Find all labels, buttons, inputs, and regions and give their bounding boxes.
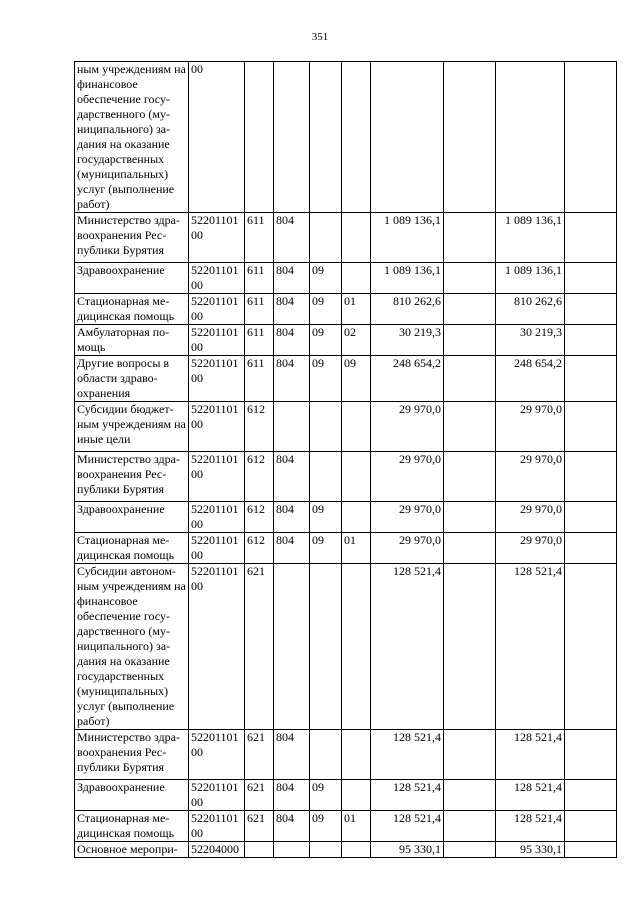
cell-name: Стационарная ме-дицинская помощь <box>75 294 189 325</box>
cell-expense-type: 611 <box>245 263 274 294</box>
cell-amount-3: 30 219,3 <box>496 325 565 356</box>
cell-amount-2 <box>444 402 496 452</box>
cell-amount-4 <box>565 62 617 213</box>
cell-amount-3: 1 089 136,1 <box>496 263 565 294</box>
cell-subsection <box>342 452 371 502</box>
cell-amount-2 <box>444 780 496 811</box>
table-row <box>75 213 617 263</box>
cell-amount-2 <box>444 294 496 325</box>
table-row <box>75 811 617 842</box>
cell-expense-type <box>245 842 274 858</box>
cell-ministry: 804 <box>274 325 310 356</box>
cell-ministry: 804 <box>274 780 310 811</box>
cell-subsection <box>342 62 371 213</box>
cell-amount-4 <box>565 730 617 780</box>
cell-section: 09 <box>310 356 342 402</box>
cell-target-code: 5220110100 <box>189 730 245 780</box>
cell-amount-2 <box>444 730 496 780</box>
cell-amount-2 <box>444 452 496 502</box>
cell-subsection: 01 <box>342 533 371 564</box>
cell-target-code: 5220110100 <box>189 502 245 533</box>
cell-amount-3: 128 521,4 <box>496 780 565 811</box>
cell-expense-type: 612 <box>245 402 274 452</box>
cell-ministry <box>274 62 310 213</box>
cell-amount-1: 29 970,0 <box>371 502 444 533</box>
cell-name: Министерство здра-воохранения Рес-публики Бурятия <box>75 730 189 780</box>
cell-amount-1: 128 521,4 <box>371 811 444 842</box>
cell-ministry <box>274 564 310 730</box>
cell-ministry: 804 <box>274 263 310 294</box>
cell-subsection <box>342 842 371 858</box>
cell-amount-1: 128 521,4 <box>371 730 444 780</box>
cell-amount-1: 248 654,2 <box>371 356 444 402</box>
cell-amount-1: 1 089 136,1 <box>371 263 444 294</box>
table-body <box>75 62 617 858</box>
cell-name: Здравоохранение <box>75 263 189 294</box>
cell-name: Амбулаторная по-мощь <box>75 325 189 356</box>
cell-amount-3: 29 970,0 <box>496 502 565 533</box>
cell-name: Субсидии бюджет-ным учреждениям на иные цели <box>75 402 189 452</box>
cell-expense-type: 611 <box>245 294 274 325</box>
cell-amount-3: 248 654,2 <box>496 356 565 402</box>
cell-expense-type: 621 <box>245 811 274 842</box>
cell-amount-4 <box>565 294 617 325</box>
cell-subsection <box>342 730 371 780</box>
cell-expense-type <box>245 62 274 213</box>
cell-amount-2 <box>444 811 496 842</box>
cell-section <box>310 730 342 780</box>
table-row <box>75 842 617 858</box>
cell-target-code: 00 <box>189 62 245 213</box>
cell-amount-4 <box>565 564 617 730</box>
cell-section: 09 <box>310 811 342 842</box>
cell-section <box>310 842 342 858</box>
cell-amount-2 <box>444 213 496 263</box>
cell-name: Министерство здра-воохранения Рес-публики Бурятия <box>75 213 189 263</box>
cell-amount-3: 1 089 136,1 <box>496 213 565 263</box>
cell-amount-3: 128 521,4 <box>496 564 565 730</box>
cell-amount-1: 1 089 136,1 <box>371 213 444 263</box>
cell-target-code: 5220110100 <box>189 294 245 325</box>
cell-name: Здравоохранение <box>75 502 189 533</box>
cell-subsection: 01 <box>342 294 371 325</box>
cell-expense-type: 611 <box>245 325 274 356</box>
cell-amount-1: 95 330,1 <box>371 842 444 858</box>
cell-amount-4 <box>565 533 617 564</box>
cell-subsection <box>342 564 371 730</box>
cell-subsection <box>342 780 371 811</box>
cell-amount-1: 29 970,0 <box>371 402 444 452</box>
cell-amount-4 <box>565 402 617 452</box>
cell-target-code: 5220110100 <box>189 402 245 452</box>
cell-ministry: 804 <box>274 533 310 564</box>
cell-amount-2 <box>444 842 496 858</box>
page-number: 351 <box>311 31 329 43</box>
cell-subsection <box>342 263 371 294</box>
cell-name: Субсидии автоном-ным учреждениям на финансовое обеспечение госу-дарственного (му-ниципального) за-дания на оказание государственных (муниципальных) услуг (выполнение работ) <box>75 564 189 730</box>
cell-target-code: 5220110100 <box>189 452 245 502</box>
cell-amount-4 <box>565 811 617 842</box>
cell-amount-2 <box>444 356 496 402</box>
table-row <box>75 502 617 533</box>
cell-ministry: 804 <box>274 502 310 533</box>
cell-amount-4 <box>565 452 617 502</box>
table-row <box>75 356 617 402</box>
cell-amount-3: 29 970,0 <box>496 402 565 452</box>
cell-amount-2 <box>444 502 496 533</box>
cell-subsection: 01 <box>342 811 371 842</box>
cell-amount-2 <box>444 325 496 356</box>
cell-name: Стационарная ме-дицинская помощь <box>75 811 189 842</box>
table-row <box>75 730 617 780</box>
cell-amount-3 <box>496 62 565 213</box>
cell-target-code: 52204000 <box>189 842 245 858</box>
cell-target-code: 5220110100 <box>189 213 245 263</box>
table-row <box>75 62 617 213</box>
cell-expense-type: 611 <box>245 356 274 402</box>
cell-target-code: 5220110100 <box>189 811 245 842</box>
cell-target-code: 5220110100 <box>189 325 245 356</box>
budget-table <box>74 61 617 858</box>
cell-name: Министерство здра-воохранения Рес-публики Бурятия <box>75 452 189 502</box>
cell-subsection: 02 <box>342 325 371 356</box>
cell-section: 09 <box>310 263 342 294</box>
cell-amount-2 <box>444 533 496 564</box>
cell-amount-1: 128 521,4 <box>371 564 444 730</box>
cell-target-code: 5220110100 <box>189 564 245 730</box>
cell-amount-3: 29 970,0 <box>496 533 565 564</box>
cell-amount-4 <box>565 356 617 402</box>
cell-target-code: 5220110100 <box>189 780 245 811</box>
cell-section: 09 <box>310 325 342 356</box>
cell-amount-4 <box>565 325 617 356</box>
cell-amount-3: 95 330,1 <box>496 842 565 858</box>
cell-section: 09 <box>310 533 342 564</box>
cell-section: 09 <box>310 294 342 325</box>
cell-section <box>310 402 342 452</box>
cell-amount-1: 810 262,6 <box>371 294 444 325</box>
cell-section: 09 <box>310 502 342 533</box>
cell-amount-2 <box>444 263 496 294</box>
cell-amount-1: 29 970,0 <box>371 533 444 564</box>
cell-expense-type: 612 <box>245 502 274 533</box>
cell-subsection <box>342 502 371 533</box>
table-row <box>75 780 617 811</box>
table-row <box>75 533 617 564</box>
cell-expense-type: 612 <box>245 452 274 502</box>
cell-ministry: 804 <box>274 452 310 502</box>
cell-name: ным учреждениям на финансовое обеспечение госу-дарственного (му-ниципального) за-дания на оказание государственных (муниципальных) услуг (выполнение работ) <box>75 62 189 213</box>
table-row <box>75 564 617 730</box>
cell-section <box>310 213 342 263</box>
cell-amount-3: 128 521,4 <box>496 730 565 780</box>
cell-target-code: 5220110100 <box>189 533 245 564</box>
cell-ministry: 804 <box>274 356 310 402</box>
cell-amount-1: 29 970,0 <box>371 452 444 502</box>
cell-amount-4 <box>565 263 617 294</box>
cell-ministry <box>274 842 310 858</box>
cell-ministry: 804 <box>274 213 310 263</box>
cell-amount-1 <box>371 62 444 213</box>
cell-ministry: 804 <box>274 811 310 842</box>
cell-amount-3: 810 262,6 <box>496 294 565 325</box>
table-row <box>75 325 617 356</box>
cell-amount-4 <box>565 213 617 263</box>
cell-subsection <box>342 402 371 452</box>
cell-target-code: 5220110100 <box>189 263 245 294</box>
cell-amount-3: 128 521,4 <box>496 811 565 842</box>
cell-amount-4 <box>565 842 617 858</box>
table-row <box>75 263 617 294</box>
cell-subsection <box>342 213 371 263</box>
cell-expense-type: 612 <box>245 533 274 564</box>
cell-section <box>310 452 342 502</box>
cell-name: Здравоохранение <box>75 780 189 811</box>
cell-section: 09 <box>310 780 342 811</box>
cell-section <box>310 564 342 730</box>
cell-expense-type: 621 <box>245 564 274 730</box>
cell-amount-4 <box>565 780 617 811</box>
cell-amount-2 <box>444 564 496 730</box>
cell-expense-type: 621 <box>245 780 274 811</box>
cell-expense-type: 621 <box>245 730 274 780</box>
cell-section <box>310 62 342 213</box>
cell-ministry <box>274 402 310 452</box>
cell-amount-3: 29 970,0 <box>496 452 565 502</box>
cell-name: Другие вопросы в области здраво-охранения <box>75 356 189 402</box>
cell-name: Стационарная ме-дицинская помощь <box>75 533 189 564</box>
cell-subsection: 09 <box>342 356 371 402</box>
cell-target-code: 5220110100 <box>189 356 245 402</box>
table-row <box>75 294 617 325</box>
table-row <box>75 452 617 502</box>
cell-name: Основное меропри- <box>75 842 189 858</box>
cell-amount-4 <box>565 502 617 533</box>
cell-amount-2 <box>444 62 496 213</box>
cell-amount-1: 30 219,3 <box>371 325 444 356</box>
cell-amount-1: 128 521,4 <box>371 780 444 811</box>
cell-ministry: 804 <box>274 294 310 325</box>
cell-expense-type: 611 <box>245 213 274 263</box>
cell-ministry: 804 <box>274 730 310 780</box>
table-row <box>75 402 617 452</box>
